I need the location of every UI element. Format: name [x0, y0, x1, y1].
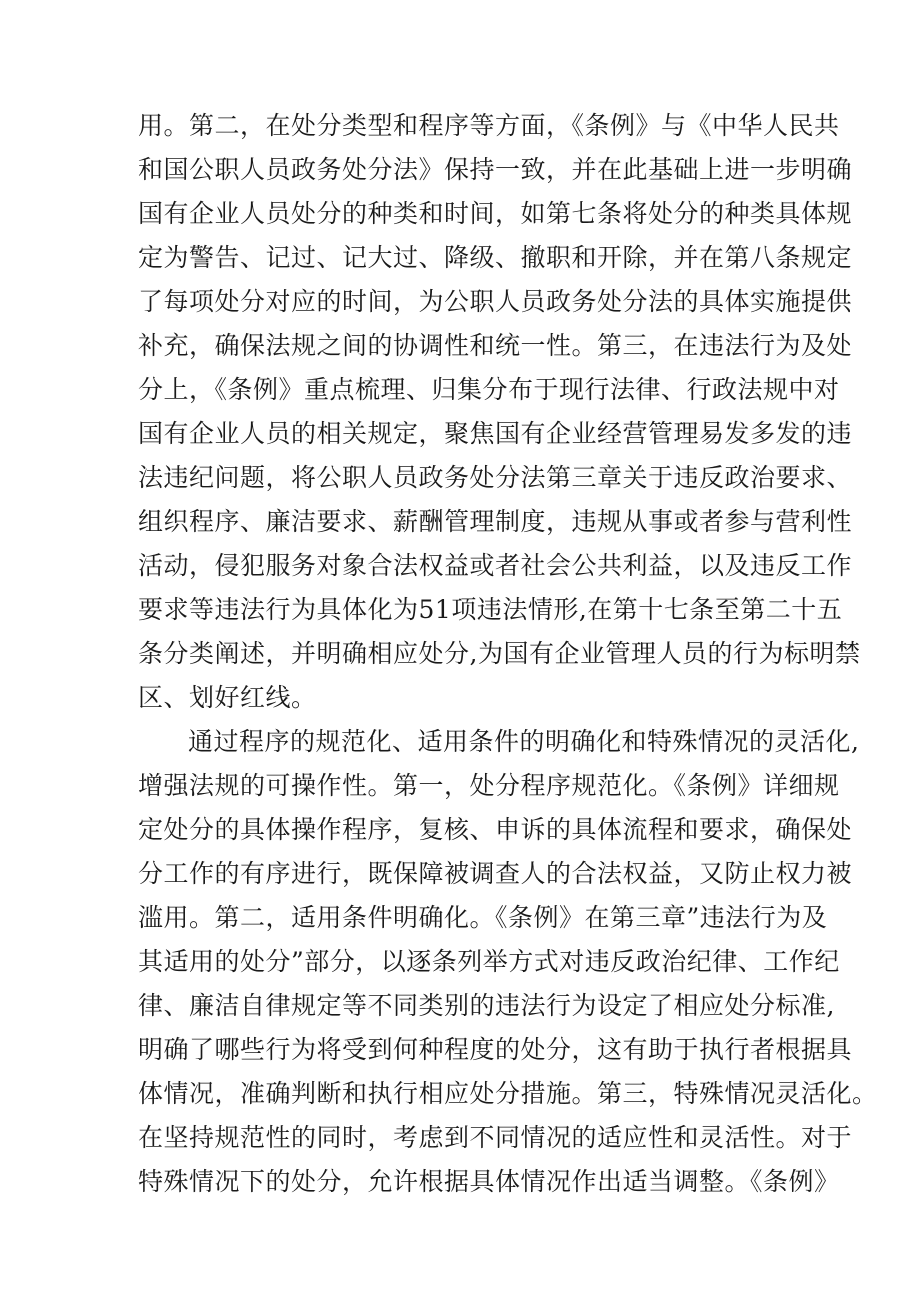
text-line: 其适用的处分”部分，以逐条列举方式对违反政治纪律、工作纪: [138, 947, 840, 976]
text-line: 条分类阐述，并明确相应处分,为国有企业管理人员的行为标明禁: [138, 639, 861, 668]
text-line: 法违纪问题，将公职人员政务处分法第三章关于违反政治要求、: [138, 463, 853, 492]
text-line: 定为警告、记过、记大过、降级、撤职和开除，并在第八条规定: [138, 243, 853, 272]
text-line: 在坚持规范性的同时，考虑到不同情况的适应性和灵活性。对于: [138, 1123, 853, 1152]
paragraph-start-line: 通过程序的规范化、适用条件的明确化和特殊情况的灵活化,: [188, 727, 860, 756]
text-line: 分工作的有序进行，既保障被调查人的合法权益，又防止权力被: [138, 859, 853, 888]
text-line: 补充，确保法规之间的协调性和统一性。第三，在违法行为及处: [138, 331, 853, 360]
text-line: 组织程序、廉洁要求、薪酬管理制度，违规从事或者参与营利性: [138, 507, 853, 536]
text-line: 国有企业人员处分的种类和时间，如第七条将处分的种类具体规: [138, 199, 853, 228]
text-line: 增强法规的可操作性。第一，处分程序规范化。《条例》详细规: [138, 771, 840, 800]
text-line: 律、廉洁自律规定等不同类别的违法行为设定了相应处分标准,: [138, 991, 835, 1020]
text-line: 特殊情况下的处分，允许根据具体情况作出适当调整。《条例》: [138, 1167, 840, 1196]
text-line: 活动，侵犯服务对象合法权益或者社会公共利益，以及违反工作: [138, 551, 853, 580]
text-line: 分上，《条例》重点梳理、归集分布于现行法律、行政法规中对: [138, 375, 840, 404]
text-line: 定处分的具体操作程序，复核、申诉的具体流程和要求，确保处: [138, 815, 853, 844]
text-line: 要求等违法行为具体化为51项违法情形,在第十七条至第二十五: [138, 595, 843, 624]
text-line: 体情况，准确判断和执行相应处分措施。第三，特殊情况灵活化。: [138, 1079, 878, 1108]
text-line: 用。第二，在处分类型和程序等方面，《条例》与《中华人民共: [138, 111, 840, 140]
text-line: 明确了哪些行为将受到何种程度的处分，这有助于执行者根据具: [138, 1035, 853, 1064]
body-text: [138, 104, 878, 1204]
text-line: 和国公职人员政务处分法》保持一致，并在此基础上进一步明确: [138, 155, 853, 184]
text-line: 区、划好红线。: [138, 683, 317, 712]
text-line: 国有企业人员的相关规定，聚焦国有企业经营管理易发多发的违: [138, 419, 853, 448]
text-line: 滥用。第二，适用条件明确化。《条例》在第三章”违法行为及: [138, 903, 828, 932]
text-line: 了每项处分对应的时间，为公职人员政务处分法的具体实施提供: [138, 287, 853, 316]
